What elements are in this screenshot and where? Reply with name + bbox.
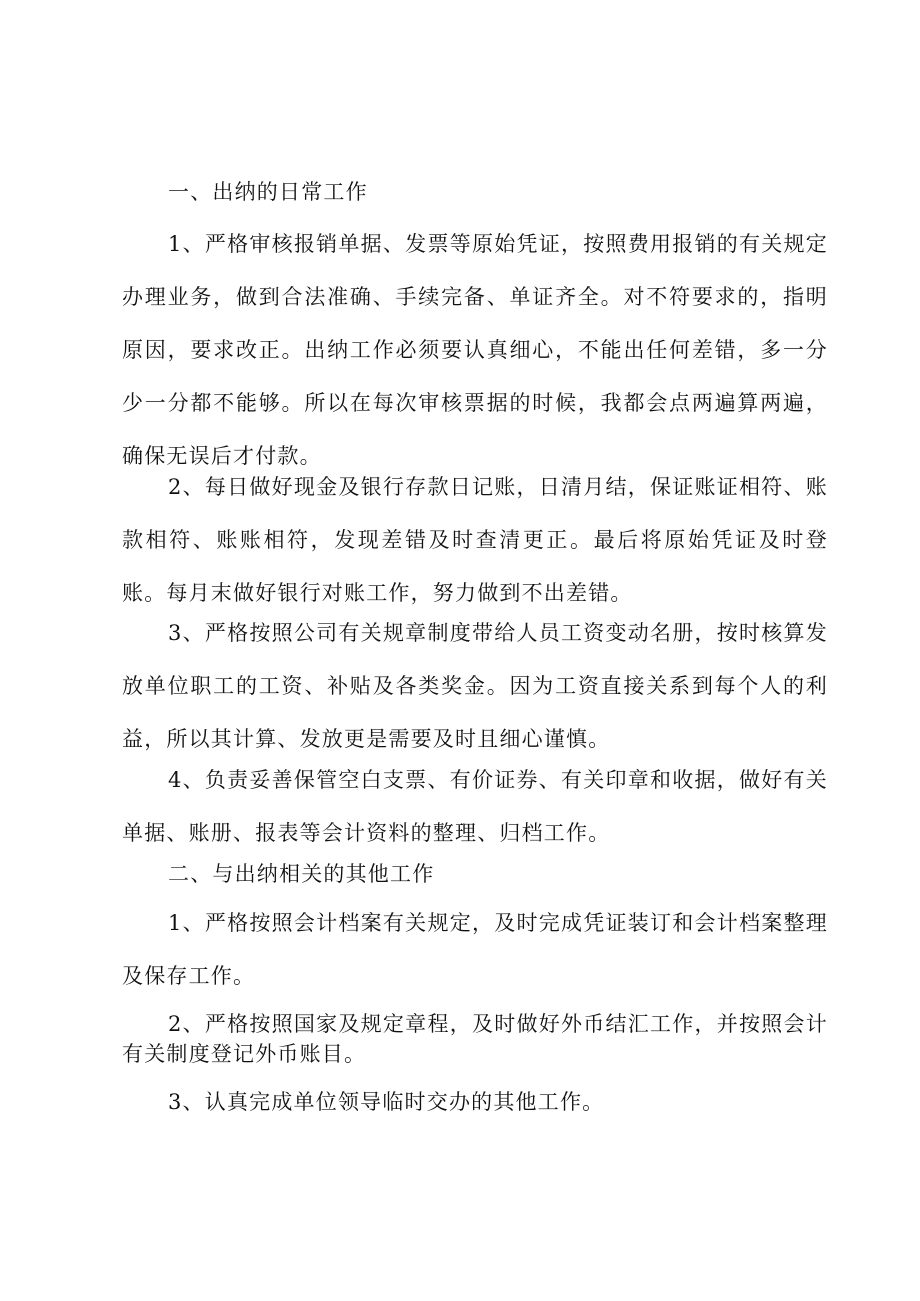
paragraph-1-2: 2、每日做好现金及银行存款日记账，日清月结，保证账证相符、账款相符、账账相符，发现差错及时查清更正。最后将原始凭证及时登账。每月末做好银行对账工作，努力做到不出差错。 <box>122 475 828 605</box>
paragraph-1-4: 4、负责妥善保管空白支票、有价证券、有关印章和收据，做好有关单据、账册、报表等会计资料的整理、归档工作。 <box>122 768 828 845</box>
paragraph-1-3: 3、严格按照公司有关规章制度带给人员工资变动名册，按时核算发放单位职工的工资、补贴及各类奖金。因为工资直接关系到每个人的利益，所以其计算、发放更是需要及时且细心谨慎。 <box>122 621 828 751</box>
paragraph-2-2: 2、严格按照国家及规定章程，及时做好外币结汇工作，并按照会计有关制度登记外币账目。 <box>122 1012 828 1066</box>
section-heading-1: 一、出纳的日常工作 <box>168 180 368 204</box>
paragraph-2-3: 3、认真完成单位领导临时交办的其他工作。 <box>168 1090 605 1114</box>
paragraph-1-1: 1、严格审核报销单据、发票等原始凭证，按照费用报销的有关规定办理业务，做到合法准确、手续完备、单证齐全。对不符要求的，指明原因，要求改正。出纳工作必须要认真细心，不能出任何差错，多一分少一分都不能够。所以在每次审核票据的时候，我都会点两遍算两遍，确保无误后才付款。 <box>122 232 828 468</box>
paragraph-2-1: 1、严格按照会计档案有关规定，及时完成凭证装订和会计档案整理及保存工作。 <box>122 911 828 988</box>
section-heading-2: 二、与出纳相关的其他工作 <box>168 862 435 886</box>
